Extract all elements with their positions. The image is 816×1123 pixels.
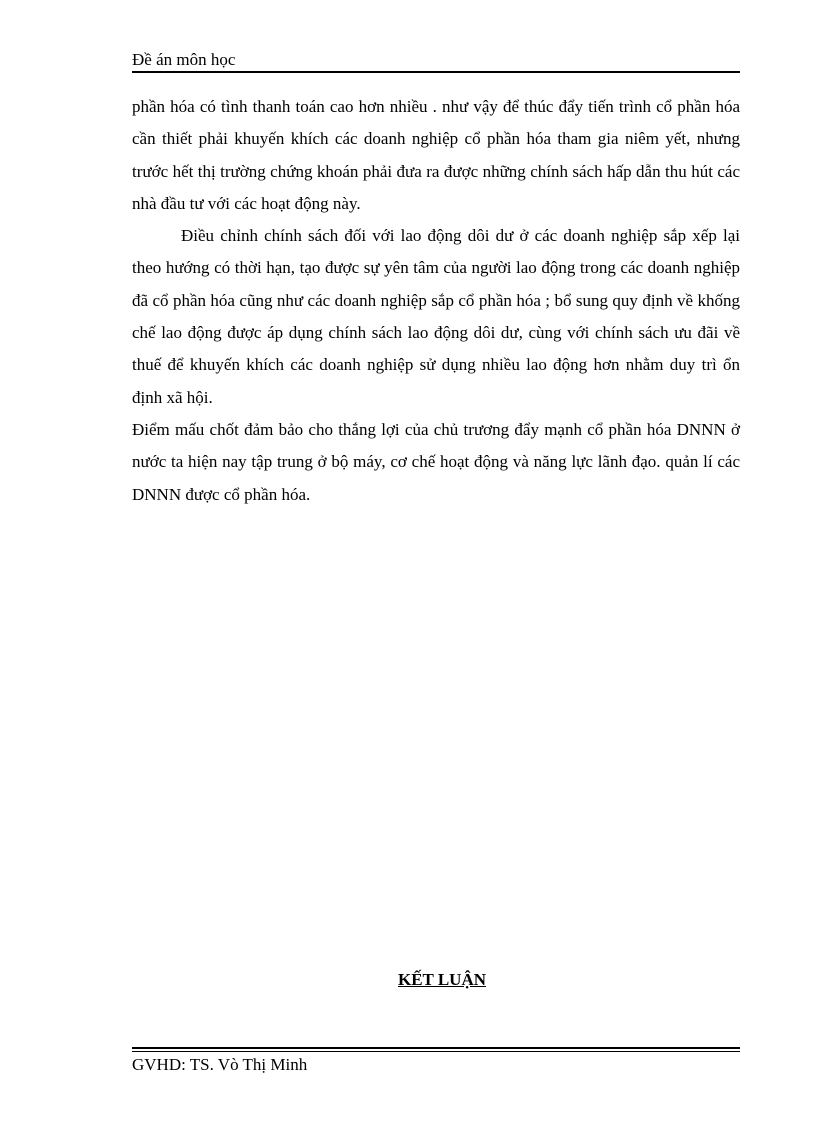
document-body xyxy=(132,91,740,511)
body-paragraph-2: Điều chỉnh chính sách đối với lao động dôi dư ở các doanh nghiệp sắp xếp lại theo hướng có thời hạn, tạo được sự yên tâm của người lao động trong các doanh nghiệp đã cổ phần hóa cũng như các doanh nghiệp sắp cổ phần hóa ; bổ sung quy định về khống chế lao động được áp dụng chính sách lao động dôi dư, cùng với chính sách ưu đãi về thuế để khuyến khích các doanh nghiệp sử dụng nhiều lao động hơn nhằm duy trì ổn định xã hội. xyxy=(132,226,740,407)
header-title: Đề án môn học xyxy=(132,50,236,69)
page-footer xyxy=(132,1047,740,1077)
body-paragraph-1: phần hóa có tình thanh toán cao hơn nhiều . như vậy để thúc đẩy tiến trình cổ phần hóa cần thiết phải khuyến khích các doanh nghiệp cổ phần hóa tham gia niêm yết, nhưng trước hết thị trường chứng khoán phải đưa ra được những chính sách hấp dẫn thu hút các nhà đầu tư với các hoạt động này. xyxy=(132,97,740,213)
footer-rule-thick xyxy=(132,1047,740,1049)
conclusion-heading xyxy=(132,969,740,991)
conclusion-heading-text: KẾT LUẬN xyxy=(397,970,486,989)
header-rule xyxy=(132,71,740,73)
footer-advisor: GVHD: TS. Vò Thị Minh xyxy=(132,1055,308,1074)
footer-rule-thin xyxy=(132,1051,740,1052)
page-header xyxy=(132,48,740,72)
body-paragraph-3: Điểm mấu chốt đảm bảo cho thắng lợi của chủ trương đẩy mạnh cổ phần hóa DNNN ở nước ta hiện nay tập trung ở bộ máy, cơ chế hoạt động và năng lực lãnh đạo. quản lí các DNNN được cổ phần hóa. xyxy=(132,419,740,504)
